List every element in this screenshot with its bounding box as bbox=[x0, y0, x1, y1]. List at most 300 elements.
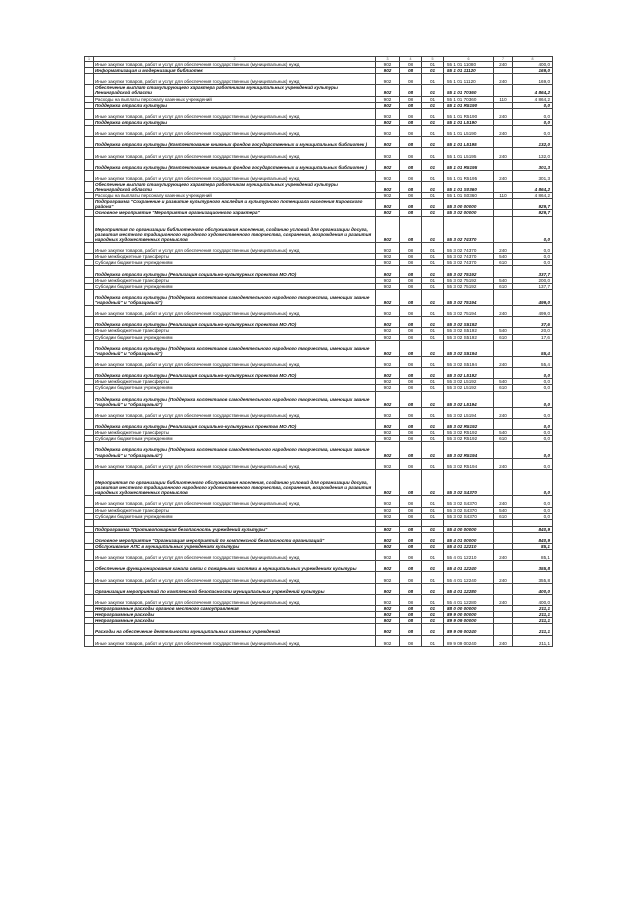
row-blank-cell bbox=[85, 550, 94, 561]
row-target-code: 55 3 02 74370 bbox=[444, 254, 494, 260]
row-subsection-code: 01 bbox=[422, 68, 444, 74]
row-blank-cell bbox=[85, 561, 94, 572]
row-section-code: 08 bbox=[400, 418, 422, 429]
row-blank-cell bbox=[85, 243, 94, 254]
row-expense-type bbox=[494, 368, 513, 379]
table-row bbox=[85, 216, 553, 243]
col-num-2: 2 bbox=[94, 57, 376, 62]
row-amount: 0,0 bbox=[513, 507, 553, 513]
row-subsection-code: 01 bbox=[422, 137, 444, 148]
row-ministry-code: 902 bbox=[376, 356, 400, 367]
row-subsection-code: 01 bbox=[422, 243, 444, 254]
row-target-code: 55 3 02 S4370 bbox=[444, 513, 494, 519]
row-subsection-code: 01 bbox=[422, 526, 444, 532]
row-subsection-code: 01 bbox=[422, 550, 444, 561]
row-expense-type: 240 bbox=[494, 148, 513, 159]
table-row bbox=[85, 148, 553, 159]
row-subsection-code: 01 bbox=[422, 418, 444, 429]
row-amount: 0,0 bbox=[513, 436, 553, 442]
row-ministry-code: 902 bbox=[376, 340, 400, 356]
row-section-code: 08 bbox=[400, 618, 422, 624]
row-name: Иные закупки товаров, работ и услуг для обеспечения государственных (муниципальных) нужд bbox=[94, 458, 376, 469]
table-row bbox=[85, 85, 553, 96]
row-subsection-code: 01 bbox=[422, 561, 444, 572]
row-subsection-code: 01 bbox=[422, 407, 444, 418]
row-blank-cell bbox=[85, 442, 94, 458]
row-amount: 0,0 bbox=[513, 430, 553, 436]
row-expense-type: 240 bbox=[494, 496, 513, 507]
row-name: Субсидии бюджетным учреждениям bbox=[94, 334, 376, 340]
row-target-code: 55 3 02 S5194 bbox=[444, 340, 494, 356]
row-target-code: 55 1 01 70360 bbox=[444, 96, 494, 102]
table-row bbox=[85, 594, 553, 605]
table-row bbox=[85, 306, 553, 317]
row-name: Иные закупки товаров, работ и услуг для обеспечения государственных (муниципальных) нужд bbox=[94, 108, 376, 119]
row-target-code bbox=[444, 519, 494, 526]
row-ministry-code: 902 bbox=[376, 618, 400, 624]
table-row bbox=[85, 469, 553, 496]
row-name: Основное мероприятие "Организация мероприятий по комплексной безопасности организаций" bbox=[94, 532, 376, 543]
row-name: Иные межбюджетные трансферты bbox=[94, 430, 376, 436]
row-ministry-code: 902 bbox=[376, 62, 400, 68]
row-ministry-code: 902 bbox=[376, 260, 400, 266]
row-subsection-code: 01 bbox=[422, 193, 444, 199]
row-expense-type: 240 bbox=[494, 356, 513, 367]
row-expense-type bbox=[494, 624, 513, 635]
row-name: Иные закупки товаров, работ и услуг для обеспечения государственных (муниципальных) нужд bbox=[94, 635, 376, 646]
row-subsection-code: 01 bbox=[422, 126, 444, 137]
row-target-code: 55 3 02 74370 bbox=[444, 216, 494, 243]
row-expense-type: 240 bbox=[494, 572, 513, 583]
table-row bbox=[85, 181, 553, 192]
row-amount: 17,6 bbox=[513, 334, 553, 340]
row-subsection-code bbox=[422, 519, 444, 526]
row-ministry-code: 902 bbox=[376, 254, 400, 260]
row-name: Подпрограмма "Сохранение и развитие культурного наследия и культурного потенциала населения Кировского района" bbox=[94, 199, 376, 210]
row-ministry-code: 902 bbox=[376, 334, 400, 340]
row-amount: 4 864,2 bbox=[513, 96, 553, 102]
row-name: Мероприятия по организации библиотечного обслуживания населения, созданию условий для организации досуга, развития местного традиционного народного художественного творчества, сохранения, возрождения и развития народных художественных промыслов bbox=[94, 469, 376, 496]
row-amount: 0,0 bbox=[513, 254, 553, 260]
row-section-code: 08 bbox=[400, 266, 422, 277]
row-subsection-code: 01 bbox=[422, 328, 444, 334]
row-amount: 37,6 bbox=[513, 317, 553, 328]
row-subsection-code: 01 bbox=[422, 199, 444, 210]
table-row bbox=[85, 356, 553, 367]
row-target-code: 55 3 02 S5192 bbox=[444, 317, 494, 328]
row-blank-cell bbox=[85, 635, 94, 646]
row-expense-type: 610 bbox=[494, 436, 513, 442]
row-target-code: 89 9 09 00240 bbox=[444, 624, 494, 635]
row-expense-type bbox=[494, 519, 513, 526]
row-subsection-code: 01 bbox=[422, 594, 444, 605]
row-blank-cell bbox=[85, 85, 94, 96]
row-blank-cell bbox=[85, 391, 94, 407]
row-section-code: 08 bbox=[400, 306, 422, 317]
table-row bbox=[85, 126, 553, 137]
row-target-code: 55 3 02 75194 bbox=[444, 289, 494, 305]
row-amount: 169,0 bbox=[513, 74, 553, 85]
row-name: Обеспечение функционирования канала связи с пожарными частями в муниципальных учреждениях культуры bbox=[94, 561, 376, 572]
row-name: Иные закупки товаров, работ и услуг для обеспечения государственных (муниципальных) нужд bbox=[94, 62, 376, 68]
row-section-code: 08 bbox=[400, 513, 422, 519]
row-ministry-code: 902 bbox=[376, 561, 400, 572]
row-name: Субсидии бюджетным учреждениям bbox=[94, 385, 376, 391]
row-name: Поддержка отрасли культуры (Поддержка коллективов самодеятельного народного творчества, имеющих звание "народный" и "образцовый") bbox=[94, 340, 376, 356]
row-amount: 0,0 bbox=[513, 513, 553, 519]
table-row bbox=[85, 368, 553, 379]
row-section-code: 08 bbox=[400, 216, 422, 243]
row-expense-type: 610 bbox=[494, 334, 513, 340]
row-name: Иные закупки товаров, работ и услуг для обеспечения государственных (муниципальных) нужд bbox=[94, 126, 376, 137]
row-section-code: 08 bbox=[400, 340, 422, 356]
row-target-code: 55 3 02 R5194 bbox=[444, 458, 494, 469]
row-ministry-code: 902 bbox=[376, 391, 400, 407]
row-ministry-code: 902 bbox=[376, 368, 400, 379]
row-name: Обеспечение выплат стимулирующего характера работникам муниципальных учреждений культуры Ленинградской области bbox=[94, 181, 376, 192]
row-section-code: 08 bbox=[400, 594, 422, 605]
row-section-code: 08 bbox=[400, 283, 422, 289]
row-subsection-code: 01 bbox=[422, 266, 444, 277]
row-expense-type: 240 bbox=[494, 74, 513, 85]
row-section-code: 08 bbox=[400, 85, 422, 96]
row-expense-type: 610 bbox=[494, 283, 513, 289]
row-name bbox=[94, 519, 376, 526]
row-name: Поддержка отрасли культуры (Реализация социально-культурных проектов МО ЛО) bbox=[94, 368, 376, 379]
row-target-code: 55 4 00 00000 bbox=[444, 526, 494, 532]
row-ministry-code: 902 bbox=[376, 283, 400, 289]
row-name: Иные закупки товаров, работ и услуг для обеспечения государственных (муниципальных) нужд bbox=[94, 148, 376, 159]
row-section-code: 08 bbox=[400, 606, 422, 612]
row-target-code: 55 1 01 L5190 bbox=[444, 119, 494, 125]
row-name: Организация мероприятий по комплексной безопасности муниципальных учреждений культуры bbox=[94, 583, 376, 594]
row-expense-type: 540 bbox=[494, 379, 513, 385]
row-subsection-code: 01 bbox=[422, 216, 444, 243]
row-ministry-code: 902 bbox=[376, 85, 400, 96]
row-expense-type bbox=[494, 583, 513, 594]
row-expense-type bbox=[494, 391, 513, 407]
row-amount: 132,0 bbox=[513, 148, 553, 159]
row-section-code: 08 bbox=[400, 119, 422, 125]
row-expense-type: 610 bbox=[494, 513, 513, 519]
budget-table bbox=[84, 56, 553, 647]
row-target-code: 55 1 01 R5195 bbox=[444, 159, 494, 170]
row-expense-type bbox=[494, 418, 513, 429]
row-subsection-code: 01 bbox=[422, 170, 444, 181]
row-amount: 840,9 bbox=[513, 532, 553, 543]
row-section-code bbox=[400, 519, 422, 526]
row-name: Иные закупки товаров, работ и услуг для обеспечения государственных (муниципальных) нужд bbox=[94, 407, 376, 418]
table-row bbox=[85, 635, 553, 646]
row-blank-cell bbox=[85, 496, 94, 507]
table-row bbox=[85, 137, 553, 148]
row-target-code: 55 1 01 70360 bbox=[444, 85, 494, 96]
row-section-code: 08 bbox=[400, 148, 422, 159]
row-ministry-code: 902 bbox=[376, 289, 400, 305]
row-target-code: 55 3 02 74370 bbox=[444, 260, 494, 266]
table-row bbox=[85, 289, 553, 305]
row-name: Обеспечение выплат стимулирующего характера работникам муниципальных учреждений культуры Ленинградской области bbox=[94, 85, 376, 96]
row-amount: 929,7 bbox=[513, 210, 553, 216]
row-subsection-code: 01 bbox=[422, 513, 444, 519]
row-subsection-code: 01 bbox=[422, 210, 444, 216]
row-amount: 55,4 bbox=[513, 340, 553, 356]
row-subsection-code: 01 bbox=[422, 277, 444, 283]
table-body bbox=[85, 57, 553, 647]
row-amount: 4 864,2 bbox=[513, 85, 553, 96]
row-amount: 301,3 bbox=[513, 170, 553, 181]
row-name: Иные межбюджетные трансферты bbox=[94, 277, 376, 283]
row-section-code: 08 bbox=[400, 317, 422, 328]
row-target-code: 55 4 01 00000 bbox=[444, 532, 494, 543]
table-row bbox=[85, 243, 553, 254]
row-section-code: 08 bbox=[400, 277, 422, 283]
row-amount: 20,0 bbox=[513, 328, 553, 334]
row-name: Поддержка отрасли культуры (Реализация социально-культурных проектов МО ЛО) bbox=[94, 418, 376, 429]
row-subsection-code: 01 bbox=[422, 442, 444, 458]
row-section-code: 08 bbox=[400, 635, 422, 646]
row-amount: 132,0 bbox=[513, 137, 553, 148]
row-ministry-code: 902 bbox=[376, 606, 400, 612]
row-amount: 301,3 bbox=[513, 159, 553, 170]
row-subsection-code: 01 bbox=[422, 612, 444, 618]
table-row bbox=[85, 624, 553, 635]
row-subsection-code: 01 bbox=[422, 458, 444, 469]
row-section-code: 08 bbox=[400, 199, 422, 210]
row-expense-type: 540 bbox=[494, 254, 513, 260]
row-amount: 169,0 bbox=[513, 68, 553, 74]
row-section-code: 08 bbox=[400, 356, 422, 367]
row-name: Непрограммные расходы bbox=[94, 612, 376, 618]
row-expense-type: 240 bbox=[494, 306, 513, 317]
row-ministry-code: 902 bbox=[376, 430, 400, 436]
row-amount: 0,0 bbox=[513, 391, 553, 407]
table-row bbox=[85, 159, 553, 170]
row-ministry-code: 902 bbox=[376, 612, 400, 618]
row-amount: 55,4 bbox=[513, 356, 553, 367]
row-name: Расходы на выплаты персоналу казенных учреждений bbox=[94, 96, 376, 102]
row-expense-type: 610 bbox=[494, 260, 513, 266]
row-subsection-code: 01 bbox=[422, 385, 444, 391]
row-amount: 211,1 bbox=[513, 618, 553, 624]
row-target-code: 55 3 02 R5192 bbox=[444, 430, 494, 436]
row-section-code: 08 bbox=[400, 328, 422, 334]
row-target-code: 55 1 01 S0360 bbox=[444, 181, 494, 192]
row-name: Иные межбюджетные трансферты bbox=[94, 328, 376, 334]
row-subsection-code: 01 bbox=[422, 496, 444, 507]
row-subsection-code: 01 bbox=[422, 334, 444, 340]
row-amount: 4 864,2 bbox=[513, 193, 553, 199]
col-num-8: 8 bbox=[513, 57, 553, 62]
row-expense-type: 240 bbox=[494, 108, 513, 119]
row-amount: 0,0 bbox=[513, 379, 553, 385]
row-ministry-code: 902 bbox=[376, 550, 400, 561]
row-ministry-code: 902 bbox=[376, 572, 400, 583]
row-ministry-code: 902 bbox=[376, 328, 400, 334]
row-ministry-code: 902 bbox=[376, 507, 400, 513]
row-amount: 0,0 bbox=[513, 108, 553, 119]
row-section-code: 08 bbox=[400, 126, 422, 137]
row-expense-type: 240 bbox=[494, 635, 513, 646]
row-ministry-code: 902 bbox=[376, 74, 400, 85]
row-amount: 0,0 bbox=[513, 119, 553, 125]
row-amount: 400,0 bbox=[513, 62, 553, 68]
table-row bbox=[85, 391, 553, 407]
row-blank-cell bbox=[85, 137, 94, 148]
row-section-code: 08 bbox=[400, 550, 422, 561]
row-subsection-code: 01 bbox=[422, 507, 444, 513]
row-section-code: 08 bbox=[400, 561, 422, 572]
table-row bbox=[85, 170, 553, 181]
row-amount: 0,0 bbox=[513, 469, 553, 496]
row-name: Обслуживание АПС в муниципальных учреждениях культуры bbox=[94, 544, 376, 550]
row-target-code: 55 3 02 S4370 bbox=[444, 469, 494, 496]
row-section-code: 08 bbox=[400, 96, 422, 102]
row-amount: 0,0 bbox=[513, 102, 553, 108]
row-subsection-code: 01 bbox=[422, 260, 444, 266]
row-expense-type bbox=[494, 181, 513, 192]
row-name: Иные межбюджетные трансферты bbox=[94, 507, 376, 513]
row-ministry-code: 902 bbox=[376, 210, 400, 216]
row-expense-type: 240 bbox=[494, 458, 513, 469]
row-target-code: 55 4 01 12280 bbox=[444, 594, 494, 605]
row-name: Подпрограмма "Противопожарная безопасность учреждений культуры" bbox=[94, 526, 376, 532]
table-row bbox=[85, 266, 553, 277]
row-amount: 0,0 bbox=[513, 216, 553, 243]
row-amount: 355,8 bbox=[513, 561, 553, 572]
row-section-code: 08 bbox=[400, 243, 422, 254]
row-name: Иные закупки товаров, работ и услуг для обеспечения государственных (муниципальных) нужд bbox=[94, 594, 376, 605]
row-name: Субсидии бюджетным учреждениям bbox=[94, 283, 376, 289]
table-row bbox=[85, 496, 553, 507]
row-name: Информатизация и модернизация библиотек bbox=[94, 68, 376, 74]
row-expense-type bbox=[494, 199, 513, 210]
row-ministry-code: 902 bbox=[376, 170, 400, 181]
row-subsection-code: 01 bbox=[422, 532, 444, 543]
row-expense-type: 110 bbox=[494, 193, 513, 199]
table-row bbox=[85, 572, 553, 583]
col-num-7: 7 bbox=[494, 57, 513, 62]
row-amount: 85,1 bbox=[513, 544, 553, 550]
row-section-code: 08 bbox=[400, 385, 422, 391]
row-target-code: 55 4 01 12280 bbox=[444, 583, 494, 594]
row-ministry-code: 902 bbox=[376, 68, 400, 74]
row-amount: 0,0 bbox=[513, 126, 553, 137]
row-amount: 355,8 bbox=[513, 572, 553, 583]
row-amount: 0,0 bbox=[513, 496, 553, 507]
row-subsection-code: 01 bbox=[422, 583, 444, 594]
row-amount: 400,0 bbox=[513, 594, 553, 605]
row-name: Поддержка отрасли культуры (Комплектование книжных фондов государственных и муниципальных библиотек ) bbox=[94, 137, 376, 148]
row-expense-type: 240 bbox=[494, 170, 513, 181]
row-section-code: 08 bbox=[400, 469, 422, 496]
row-subsection-code: 01 bbox=[422, 430, 444, 436]
row-target-code: 55 1 01 S0360 bbox=[444, 193, 494, 199]
row-amount: 0,0 bbox=[513, 418, 553, 429]
row-subsection-code: 01 bbox=[422, 254, 444, 260]
row-ministry-code: 902 bbox=[376, 532, 400, 543]
row-target-code: 55 3 02 74370 bbox=[444, 243, 494, 254]
row-target-code: 55 3 02 R5194 bbox=[444, 442, 494, 458]
row-name: Субсидии бюджетным учреждениям bbox=[94, 436, 376, 442]
row-ministry-code: 902 bbox=[376, 243, 400, 254]
row-name: Поддержка отрасли культуры (Поддержка коллективов самодеятельного народного творчества, имеющих звание "народный" и "образцовый") bbox=[94, 442, 376, 458]
col-num-1: 1 bbox=[85, 57, 94, 62]
row-amount: 211,1 bbox=[513, 612, 553, 618]
row-name: Поддержка отрасли культуры (Реализация социально-культурных проектов МО ЛО) bbox=[94, 266, 376, 277]
row-subsection-code: 01 bbox=[422, 181, 444, 192]
row-subsection-code: 01 bbox=[422, 159, 444, 170]
row-expense-type bbox=[494, 289, 513, 305]
row-target-code: 89 9 09 00000 bbox=[444, 618, 494, 624]
row-ministry-code: 902 bbox=[376, 418, 400, 429]
table-row bbox=[85, 199, 553, 210]
row-name: Иные закупки товаров, работ и услуг для обеспечения государственных (муниципальных) нужд bbox=[94, 572, 376, 583]
row-blank-cell bbox=[85, 306, 94, 317]
row-blank-cell bbox=[85, 266, 94, 277]
row-expense-type bbox=[494, 317, 513, 328]
row-subsection-code: 01 bbox=[422, 356, 444, 367]
row-section-code: 08 bbox=[400, 544, 422, 550]
row-section-code: 08 bbox=[400, 289, 422, 305]
row-ministry-code: 902 bbox=[376, 108, 400, 119]
row-expense-type: 540 bbox=[494, 328, 513, 334]
row-section-code: 08 bbox=[400, 442, 422, 458]
row-blank-cell bbox=[85, 519, 94, 526]
table-row bbox=[85, 340, 553, 356]
row-amount bbox=[513, 519, 553, 526]
row-expense-type: 240 bbox=[494, 126, 513, 137]
row-ministry-code: 902 bbox=[376, 458, 400, 469]
budget-sheet bbox=[84, 56, 552, 647]
row-target-code: 55 3 02 75192 bbox=[444, 277, 494, 283]
row-ministry-code: 902 bbox=[376, 216, 400, 243]
row-target-code: 55 3 02 L5192 bbox=[444, 385, 494, 391]
row-target-code: 55 3 02 L5194 bbox=[444, 391, 494, 407]
row-section-code: 08 bbox=[400, 62, 422, 68]
row-amount: 337,7 bbox=[513, 266, 553, 277]
row-subsection-code: 01 bbox=[422, 62, 444, 68]
row-subsection-code: 01 bbox=[422, 436, 444, 442]
row-subsection-code: 01 bbox=[422, 379, 444, 385]
row-ministry-code: 902 bbox=[376, 583, 400, 594]
row-section-code: 08 bbox=[400, 260, 422, 266]
row-name: Поддержка отрасли культуры (Реализация социально-культурных проектов МО ЛО) bbox=[94, 317, 376, 328]
row-blank-cell bbox=[85, 170, 94, 181]
row-target-code: 55 1 01 L5190 bbox=[444, 126, 494, 137]
spacer-row bbox=[85, 519, 553, 526]
row-subsection-code: 01 bbox=[422, 635, 444, 646]
row-amount: 499,0 bbox=[513, 289, 553, 305]
row-blank-cell bbox=[85, 356, 94, 367]
row-target-code: 55 4 01 12210 bbox=[444, 550, 494, 561]
row-target-code: 55 1 01 L5195 bbox=[444, 137, 494, 148]
row-target-code: 55 3 00 00000 bbox=[444, 199, 494, 210]
row-section-code: 08 bbox=[400, 436, 422, 442]
row-target-code: 55 3 02 S5194 bbox=[444, 356, 494, 367]
row-amount: 0,0 bbox=[513, 385, 553, 391]
table-row bbox=[85, 583, 553, 594]
row-ministry-code: 902 bbox=[376, 159, 400, 170]
row-name: Иные закупки товаров, работ и услуг для обеспечения государственных (муниципальных) нужд bbox=[94, 243, 376, 254]
row-section-code: 08 bbox=[400, 137, 422, 148]
row-expense-type bbox=[494, 266, 513, 277]
row-blank-cell bbox=[85, 418, 94, 429]
row-blank-cell bbox=[85, 572, 94, 583]
row-blank-cell bbox=[85, 108, 94, 119]
col-num-4: 4 bbox=[400, 57, 422, 62]
row-target-code: 55 1 01 L5195 bbox=[444, 148, 494, 159]
